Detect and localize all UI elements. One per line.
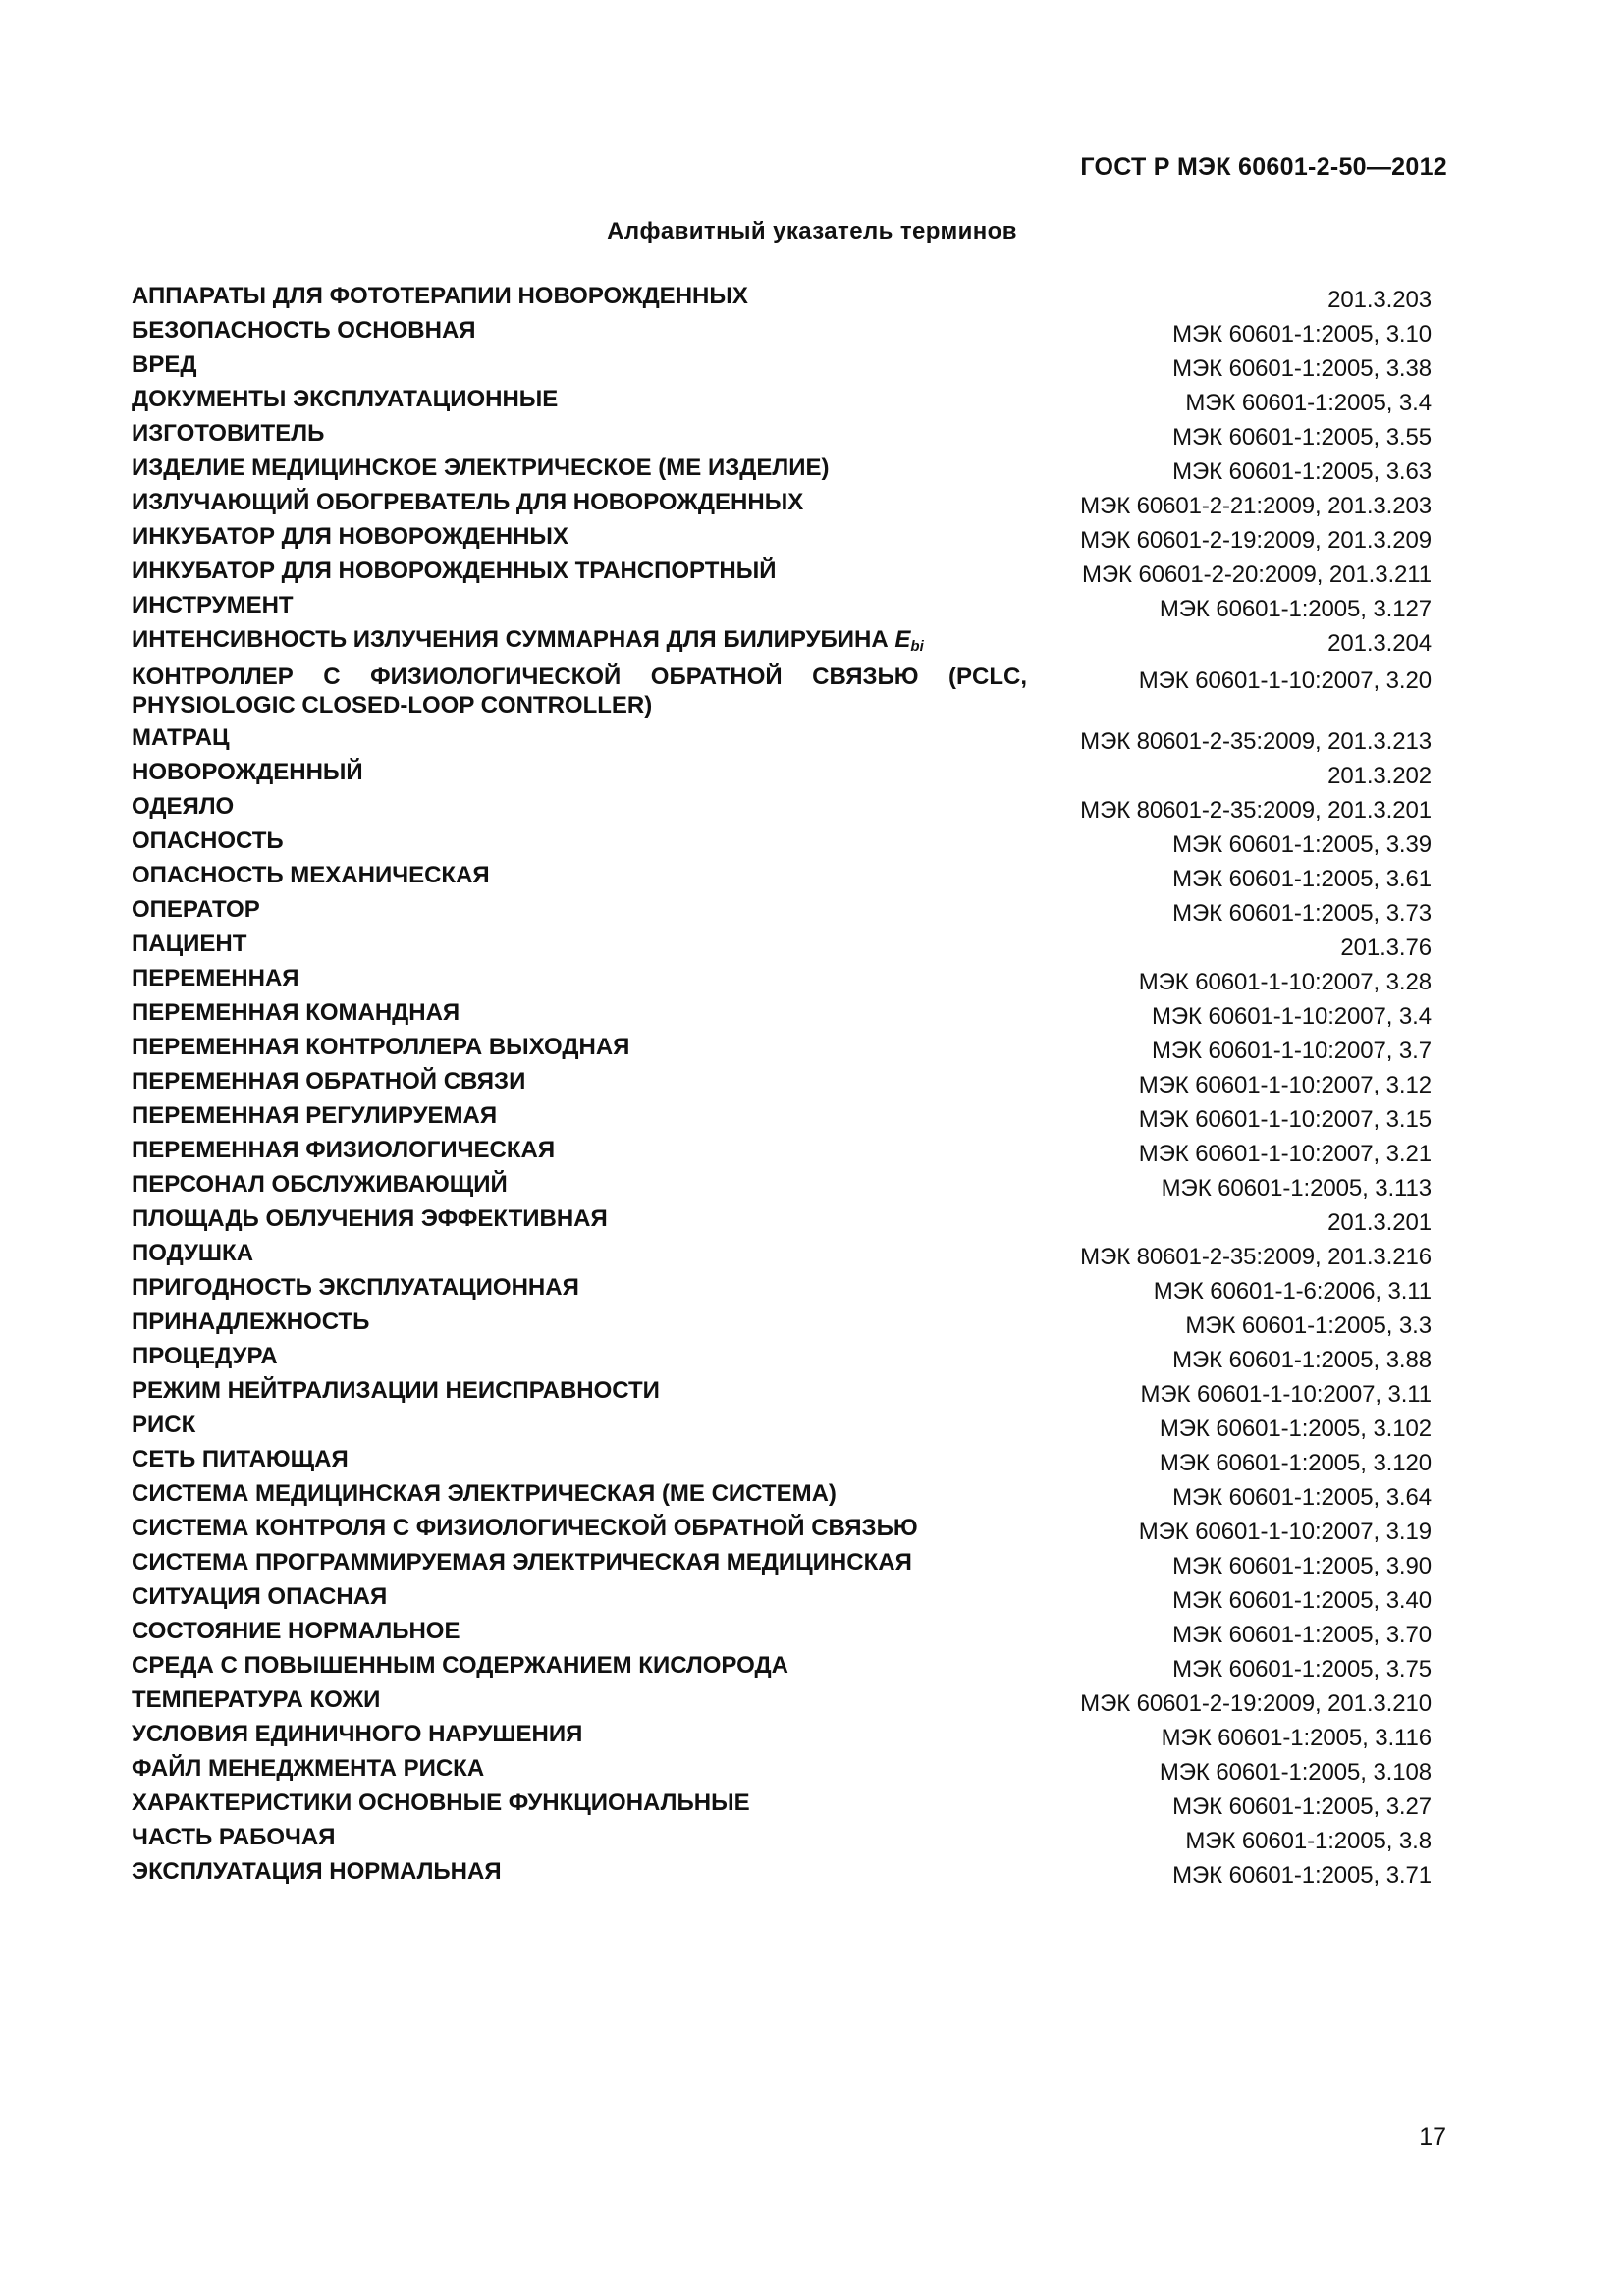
index-entry	[132, 1409, 1432, 1443]
index-term-text: ПЕРЕМЕННАЯ КОНТРОЛЛЕРА ВЫХОДНАЯ	[132, 1034, 630, 1060]
index-reference: МЭК 60601-1-10:2007, 3.15	[1138, 1106, 1432, 1133]
index-reference: МЭК 60601-1:2005, 3.102	[1159, 1415, 1432, 1442]
index-term-text: ПЛОЩАДЬ ОБЛУЧЕНИЯ ЭФФЕКТИВНАЯ	[132, 1205, 608, 1232]
index-term-text: ПЕРСОНАЛ ОБСЛУЖИВАЮЩИЙ	[132, 1171, 508, 1198]
index-term	[132, 314, 1030, 345]
index-term	[132, 1512, 1030, 1542]
index-term	[132, 1168, 1030, 1199]
index-reference: МЭК 60601-1:2005, 3.61	[1172, 866, 1432, 892]
index-term	[132, 825, 1030, 855]
index-term-text: ФАЙЛ МЕНЕДЖМЕНТА РИСКА	[132, 1755, 485, 1782]
index-term-text: ИЗДЕЛИЕ МЕДИЦИНСКОЕ ЭЛЕКТРИЧЕСКОЕ (МЕ ИЗДЕЛИЕ)	[132, 454, 830, 481]
index-term-text: ПЕРЕМЕННАЯ КОМАНДНАЯ	[132, 999, 460, 1026]
index-term	[132, 893, 1030, 924]
index-term-text: ПЕРЕМЕННАЯ ФИЗИОЛОГИЧЕСКАЯ	[132, 1137, 556, 1163]
index-reference: МЭК 60601-1:2005, 3.63	[1172, 458, 1432, 485]
index-term-text: ИНСТРУМЕНТ	[132, 592, 294, 618]
index-term	[132, 1649, 1030, 1680]
index-reference: МЭК 60601-1-10:2007, 3.12	[1138, 1072, 1432, 1098]
index-term-text: СИТУАЦИЯ ОПАСНАЯ	[132, 1583, 388, 1610]
index-entry	[132, 1031, 1432, 1065]
index-reference: МЭК 60601-1-10:2007, 3.4	[1151, 1003, 1432, 1030]
index-term-symbol: E	[894, 626, 911, 653]
index-entry	[132, 893, 1432, 928]
index-entry	[132, 790, 1432, 825]
index-entry	[132, 452, 1432, 486]
index-reference: МЭК 60601-1:2005, 3.71	[1172, 1862, 1432, 1889]
index-reference: МЭК 60601-1:2005, 3.90	[1172, 1553, 1432, 1579]
index-entry	[132, 280, 1432, 314]
index-entry	[132, 348, 1432, 383]
index-term	[132, 452, 1030, 482]
index-term	[132, 790, 1030, 821]
page-number: 17	[1419, 2123, 1446, 2151]
index-entry	[132, 555, 1432, 589]
index-entry	[132, 520, 1432, 555]
index-term	[132, 1374, 1030, 1405]
index-term	[132, 721, 1030, 752]
index-term-text: ОПАСНОСТЬ МЕХАНИЧЕСКАЯ	[132, 862, 490, 888]
index-entry	[132, 721, 1432, 756]
index-term-text: СЕТЬ ПИТАЮЩАЯ	[132, 1446, 349, 1472]
index-term	[132, 1752, 1030, 1783]
index-term-text: МАТРАЦ	[132, 724, 230, 751]
index-entry	[132, 1306, 1432, 1340]
index-reference: МЭК 60601-1:2005, 3.40	[1172, 1587, 1432, 1614]
index-term-text: ОДЕЯЛО	[132, 793, 235, 820]
index-entry	[132, 1443, 1432, 1477]
index-term-text: ПРИГОДНОСТЬ ЭКСПЛУАТАЦИОННАЯ	[132, 1274, 579, 1301]
index-term	[132, 1546, 1030, 1576]
index-term-text: ПОДУШКА	[132, 1240, 254, 1266]
index-entry	[132, 996, 1432, 1031]
index-reference: МЭК 60601-1:2005, 3.73	[1172, 900, 1432, 927]
index-reference: МЭК 60601-1:2005, 3.55	[1172, 424, 1432, 451]
index-term	[132, 486, 1030, 516]
index-entry	[132, 314, 1432, 348]
index-term-text: БЕЗОПАСНОСТЬ ОСНОВНАЯ	[132, 317, 476, 344]
index-term-text: НОВОРОЖДЕННЫЙ	[132, 759, 363, 785]
index-term-text: РИСК	[132, 1412, 196, 1438]
index-term-symbol-subscript: bi	[910, 638, 924, 655]
index-entry	[132, 1546, 1432, 1580]
index-entry	[132, 1580, 1432, 1615]
index-term-text: ИНКУБАТОР ДЛЯ НОВОРОЖДЕННЫХ ТРАНСПОРТНЫЙ	[132, 558, 777, 584]
index-reference: МЭК 60601-1:2005, 3.108	[1159, 1759, 1432, 1786]
index-term	[132, 1718, 1030, 1748]
index-term-text: ПЕРЕМЕННАЯ РЕГУЛИРУЕМАЯ	[132, 1102, 498, 1129]
index-entry	[132, 1683, 1432, 1718]
index-entry	[132, 623, 1432, 661]
index-reference: МЭК 60601-1:2005, 3.64	[1172, 1484, 1432, 1511]
index-reference: МЭК 60601-1-10:2007, 3.19	[1138, 1519, 1432, 1545]
index-entry	[132, 1065, 1432, 1099]
index-reference: МЭК 60601-1:2005, 3.88	[1172, 1347, 1432, 1373]
index-term	[132, 1031, 1030, 1061]
index-term	[132, 661, 1027, 720]
index-reference: 201.3.203	[1327, 287, 1432, 313]
index-term-text: ОПЕРАТОР	[132, 896, 260, 923]
index-reference: МЭК 60601-1-10:2007, 3.7	[1151, 1038, 1432, 1064]
index-term-text: УСЛОВИЯ ЕДИНИЧНОГО НАРУШЕНИЯ	[132, 1721, 583, 1747]
index-entry	[132, 1168, 1432, 1202]
index-term-text: ИНКУБАТОР ДЛЯ НОВОРОЖДЕННЫХ	[132, 523, 568, 550]
index-reference: МЭК 60601-1:2005, 3.8	[1185, 1828, 1432, 1854]
index-term-text: ТЕМПЕРАТУРА КОЖИ	[132, 1686, 381, 1713]
index-entry	[132, 1649, 1432, 1683]
index-reference: 201.3.202	[1327, 763, 1432, 789]
index-entry	[132, 1134, 1432, 1168]
index-reference: МЭК 60601-1:2005, 3.3	[1185, 1312, 1432, 1339]
index-reference: 201.3.201	[1327, 1209, 1432, 1236]
index-reference: МЭК 80601-2-35:2009, 201.3.213	[1080, 728, 1432, 755]
index-entry	[132, 1340, 1432, 1374]
index-term-text: СОСТОЯНИЕ НОРМАЛЬНОЕ	[132, 1618, 460, 1644]
index-term	[132, 1477, 1030, 1508]
index-reference: МЭК 60601-1:2005, 3.38	[1172, 355, 1432, 382]
index-term	[132, 623, 1030, 661]
index-term-text: ПАЦИЕНТ	[132, 931, 247, 957]
index-term	[132, 1580, 1030, 1611]
index-reference: МЭК 60601-1-10:2007, 3.21	[1138, 1141, 1432, 1167]
index-term-text: ДОКУМЕНТЫ ЭКСПЛУАТАЦИОННЫЕ	[132, 386, 559, 412]
index-entry	[132, 1752, 1432, 1787]
index-term	[132, 1409, 1030, 1439]
index-term-text: ПРОЦЕДУРА	[132, 1343, 278, 1369]
index-reference: МЭК 60601-1-10:2007, 3.28	[1138, 969, 1432, 995]
index-term	[132, 1134, 1030, 1164]
index-term	[132, 520, 1030, 551]
index-reference: МЭК 60601-1:2005, 3.27	[1172, 1793, 1432, 1820]
index-reference: МЭК 60601-1-10:2007, 3.11	[1140, 1381, 1432, 1408]
index-entry	[132, 928, 1432, 962]
index-entry	[132, 661, 1432, 721]
index-term	[132, 1821, 1030, 1851]
index-entry	[132, 1855, 1432, 1890]
term-index-list	[132, 280, 1432, 1890]
index-term-text: СРЕДА С ПОВЫШЕННЫМ СОДЕРЖАНИЕМ КИСЛОРОДА	[132, 1652, 788, 1679]
index-reference: МЭК 60601-2-19:2009, 201.3.209	[1080, 527, 1432, 554]
index-entry	[132, 589, 1432, 623]
index-term	[132, 1099, 1030, 1130]
index-reference: МЭК 60601-1:2005, 3.120	[1159, 1450, 1432, 1476]
index-entry	[132, 1099, 1432, 1134]
index-reference: МЭК 60601-1:2005, 3.39	[1172, 831, 1432, 858]
index-entry	[132, 1271, 1432, 1306]
index-reference: МЭК 60601-1:2005, 3.127	[1159, 596, 1432, 622]
index-term	[132, 348, 1030, 379]
index-reference: МЭК 60601-1:2005, 3.113	[1161, 1175, 1432, 1201]
index-term-text: СИСТЕМА КОНТРОЛЯ С ФИЗИОЛОГИЧЕСКОЙ ОБРАТНОЙ СВЯЗЬЮ	[132, 1515, 918, 1541]
index-reference: МЭК 80601-2-35:2009, 201.3.216	[1080, 1244, 1432, 1270]
index-entry	[132, 383, 1432, 417]
index-entry	[132, 859, 1432, 893]
index-term	[132, 417, 1030, 448]
index-entry	[132, 486, 1432, 520]
index-reference: МЭК 60601-1:2005, 3.4	[1185, 390, 1432, 416]
index-entry	[132, 1821, 1432, 1855]
index-term-text: ИЗГОТОВИТЕЛЬ	[132, 420, 325, 447]
index-entry	[132, 1477, 1432, 1512]
index-term	[132, 555, 1030, 585]
index-reference: МЭК 60601-1:2005, 3.70	[1172, 1622, 1432, 1648]
index-term-text: ЧАСТЬ РАБОЧАЯ	[132, 1824, 336, 1850]
index-entry	[132, 1615, 1432, 1649]
index-entry	[132, 417, 1432, 452]
index-term	[132, 280, 1030, 310]
index-term-text: РЕЖИМ НЕЙТРАЛИЗАЦИИ НЕИСПРАВНОСТИ	[132, 1377, 660, 1404]
index-reference: МЭК 60601-1:2005, 3.75	[1172, 1656, 1432, 1682]
index-term-text: ОПАСНОСТЬ	[132, 828, 284, 854]
index-entry	[132, 1202, 1432, 1237]
index-term	[132, 1787, 1030, 1817]
index-term	[132, 1306, 1030, 1336]
index-reference: МЭК 60601-1:2005, 3.116	[1161, 1725, 1432, 1751]
index-term	[132, 859, 1030, 889]
index-reference: МЭК 60601-2-21:2009, 201.3.203	[1080, 493, 1432, 519]
index-term	[132, 1202, 1030, 1233]
index-term-text: СИСТЕМА ПРОГРАММИРУЕМАЯ ЭЛЕКТРИЧЕСКАЯ МЕДИЦИНСКАЯ	[132, 1549, 912, 1575]
index-term-text: ЭКСПЛУАТАЦИЯ НОРМАЛЬНАЯ	[132, 1858, 502, 1885]
index-term	[132, 1340, 1030, 1370]
index-term-text: АППАРАТЫ ДЛЯ ФОТОТЕРАПИИ НОВОРОЖДЕННЫХ	[132, 283, 748, 309]
index-entry	[132, 756, 1432, 790]
index-term-text: ХАРАКТЕРИСТИКИ ОСНОВНЫЕ ФУНКЦИОНАЛЬНЫЕ	[132, 1789, 750, 1816]
index-term-text: ИНТЕНСИВНОСТЬ ИЗЛУЧЕНИЯ СУММАРНАЯ ДЛЯ БИЛИРУБИНА	[132, 626, 895, 653]
index-reference: МЭК 60601-1:2005, 3.10	[1172, 321, 1432, 347]
index-term	[132, 383, 1030, 413]
index-term	[132, 589, 1030, 619]
index-term-text: ПРИНАДЛЕЖНОСТЬ	[132, 1308, 370, 1335]
index-term	[132, 996, 1030, 1027]
index-term	[132, 756, 1030, 786]
index-term	[132, 1615, 1030, 1645]
index-title: Алфавитный указатель терминов	[607, 218, 1017, 244]
index-term-text: ПЕРЕМЕННАЯ ОБРАТНОЙ СВЯЗИ	[132, 1068, 526, 1095]
index-entry	[132, 1237, 1432, 1271]
index-term	[132, 928, 1030, 958]
index-entry	[132, 825, 1432, 859]
index-reference: МЭК 60601-1-6:2006, 3.11	[1153, 1278, 1432, 1305]
index-reference: МЭК 60601-2-20:2009, 201.3.211	[1081, 561, 1432, 588]
index-term-text: КОНТРОЛЛЕР С ФИЗИОЛОГИЧЕСКОЙ ОБРАТНОЙ СВЯЗЬЮ (PCLC, PHYSIOLOGIC CLOSED-LOOP CONTROLLER)	[132, 664, 1027, 719]
index-term-text: ВРЕД	[132, 351, 197, 378]
index-entry	[132, 1787, 1432, 1821]
index-term	[132, 1271, 1030, 1302]
index-term	[132, 1443, 1030, 1473]
index-term	[132, 1065, 1030, 1095]
index-reference: МЭК 60601-2-19:2009, 201.3.210	[1080, 1690, 1432, 1717]
index-term	[132, 962, 1030, 992]
index-term	[132, 1855, 1030, 1886]
index-entry	[132, 1512, 1432, 1546]
index-reference: 201.3.76	[1340, 934, 1432, 961]
index-reference: 201.3.204	[1327, 630, 1432, 657]
index-entry	[132, 962, 1432, 996]
index-term-text: ПЕРЕМЕННАЯ	[132, 965, 299, 991]
index-term	[132, 1237, 1030, 1267]
index-reference: МЭК 80601-2-35:2009, 201.3.201	[1080, 797, 1432, 824]
index-entry	[132, 1718, 1432, 1752]
document-code: ГОСТ Р МЭК 60601-2-50—2012	[1080, 153, 1447, 181]
index-term-text: СИСТЕМА МЕДИЦИНСКАЯ ЭЛЕКТРИЧЕСКАЯ (МЕ СИСТЕМА)	[132, 1480, 837, 1507]
index-term	[132, 1683, 1030, 1714]
index-reference: МЭК 60601-1-10:2007, 3.20	[1138, 667, 1432, 694]
index-term-text: ИЗЛУЧАЮЩИЙ ОБОГРЕВАТЕЛЬ ДЛЯ НОВОРОЖДЕННЫХ	[132, 489, 804, 515]
index-entry	[132, 1374, 1432, 1409]
